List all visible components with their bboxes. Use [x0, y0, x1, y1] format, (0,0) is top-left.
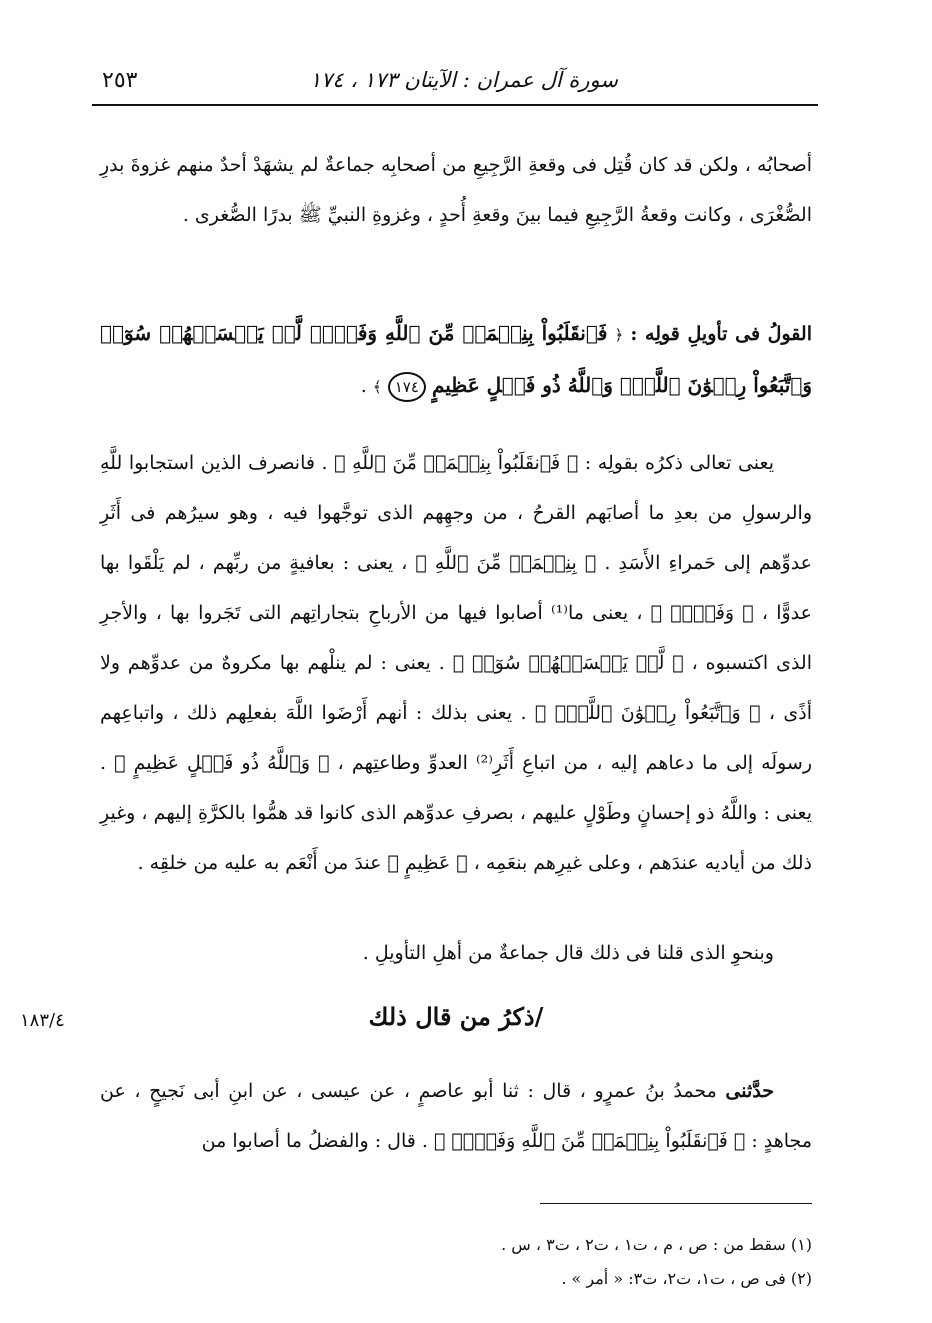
paragraph-1 — [100, 140, 812, 240]
paragraph-3 — [100, 438, 812, 888]
paragraph-3-text: يعنى تعالى ذكرُه بقولِه : ﴿ فَٱنقَلَبُواْ بِنِعۡمَةٖ مِّنَ ٱللَّهِ ﴾ . فانصرف الذين استجابوا للَّهِ والرسولِ من بعدِ ما أصابَهم القرحُ ، من وجهِهم الذى توجَّهوا فيه ، وهو سيرُهم فى أَثَرِ عدوِّهم إلى حَمراءِ الأَسَدِ . ﴿ بِنِعۡمَةٖ مِّنَ ٱللَّهِ ﴾ ، يعنى : بعافيةٍ من ربِّهم ، لم يَلْقَوا بها عدوًّا ، ﴿ وَفَضۡلٖ ﴾ ، يعنى ما⁽¹⁾ أصابوا فيها من الأرباحِ بتجاراتِهم التى تَجَروا بها ، والأجرِ الذى اكتسبوه ، ﴿ لَّمۡ يَمۡسَسۡهُمۡ سُوٓءٞ ﴾ . يعنى : لم ينلْهم بها مكروهٌ من عدوِّهم ولا أذًى ، ﴿ وَٱتَّبَعُواْ رِضۡوَٰنَ ٱللَّهِۗ ﴾ . يعنى بذلك : أنهم أَرْضَوا اللَّهَ بفعلِهم ذلك ، واتباعِهم رسولَه إلى ما دعاهم إليه ، من اتباعِ أَثَرِ⁽²⁾ العدوِّ وطاعتِهم ، ﴿ وَٱللَّهُ ذُو فَضۡلٍ عَظِيمٍ ﴾ . يعنى : واللَّهُ ذو إحسانٍ وطَوْلٍ عليهم ، بصرفِ عدوِّهم الذى كانوا قد همُّوا بالكرَّةِ إليهم ، وغيرِ ذلك من أياديه عندَهم ، وعلى غيرِهم بنعَمِه ، ﴿ عَظِيمٍ ﴾ عندَ من أَنْعَم به عليه من خلقِه . — [100, 452, 812, 874]
footnote-rule — [540, 1203, 812, 1204]
hadith-text: محمدُ بنُ عمرٍو ، قال : ثنا أبو عاصمٍ ، عن عيسى ، عن ابنِ أبى نَجيحٍ ، عن مجاهدٍ : ﴿ فَٱنقَلَبُواْ بِنِعۡمَةٖ مِّنَ ٱللَّهِ وَفَضۡلٖ ﴾ . قال : والفضلُ ما أصابوا من — [100, 1080, 812, 1152]
verse-paragraph: القولُ فى تأويلِ قولِه : ﴿ فَٱنقَلَبُواْ بِنِعۡمَةٖ مِّنَ ٱللَّهِ وَفَضۡلٖ لَّمۡ يَمۡسَسۡهُمۡ سُوٓءٞ وَٱتَّبَعُواْ رِضۡوَٰنَ ٱللَّهِۗ وَٱللَّهُ ذُو فَضۡلٍ عَظِيمٍ ١٧٤ ﴾ . — [100, 308, 812, 412]
margin-reference: ١٨٣/٤ — [20, 1010, 65, 1031]
paragraph-4-text: وبنحوِ الذى قلنا فى ذلك قال جماعةٌ من أهلِ التأويلِ . — [362, 942, 774, 964]
header-rule — [92, 104, 818, 106]
ornate-bracket-open-icon: ﴿ — [614, 326, 624, 344]
running-header — [92, 62, 818, 106]
footnote-2: (٢) فى ص ، ت١، ت٢، ت٣: « أمر » . — [561, 1269, 812, 1288]
footnote-1: (١) سقط من : ص ، م ، ت١ ، ت٢ ، ت٣ ، س . — [501, 1235, 812, 1254]
footnotes — [100, 1228, 812, 1296]
verse-lead: القولُ فى تأويلِ قولِه : — [630, 323, 812, 345]
hadith-lead: حدَّثنى — [725, 1080, 774, 1102]
section-heading: /ذكرُ من قال ذلك — [368, 1002, 544, 1031]
paragraph-4 — [100, 928, 812, 978]
hadith-paragraph — [100, 1066, 812, 1166]
paragraph-2 — [100, 308, 812, 412]
ornate-bracket-close-icon: ﴾ — [372, 378, 382, 396]
hadith-text-block — [100, 1066, 812, 1166]
verse-text: فَٱنقَلَبُواْ بِنِعۡمَةٖ مِّنَ ٱللَّهِ وَفَضۡلٖ لَّمۡ يَمۡسَسۡهُمۡ سُوٓءٞ وَٱتَّبَعُواْ رِضۡوَٰنَ ٱللَّهِۗ وَٱللَّهُ ذُو فَضۡلٍ عَظِيمٍ — [100, 321, 812, 397]
ayah-number-icon: ١٧٤ — [388, 372, 426, 402]
header-title: سورة آل عمران : الآيتان ١٧٣ ، ١٧٤ — [309, 68, 618, 92]
page-number: ٢٥٣ — [102, 68, 138, 93]
paragraph-1-text: أصحابُه ، ولكن قد كان قُتِل فى وقعةِ الرَّجِيعِ من أصحابِه جماعةٌ لم يشهَدْ أحدٌ منهم غزوةَ بدرِ الصُّغْرَى ، وكانت وقعةُ الرَّجِيعِ فيما بينَ وقعةِ أُحدٍ ، وغزوةِ النبيِّ ﷺ بدرًا الصُّغرى . — [100, 154, 812, 226]
